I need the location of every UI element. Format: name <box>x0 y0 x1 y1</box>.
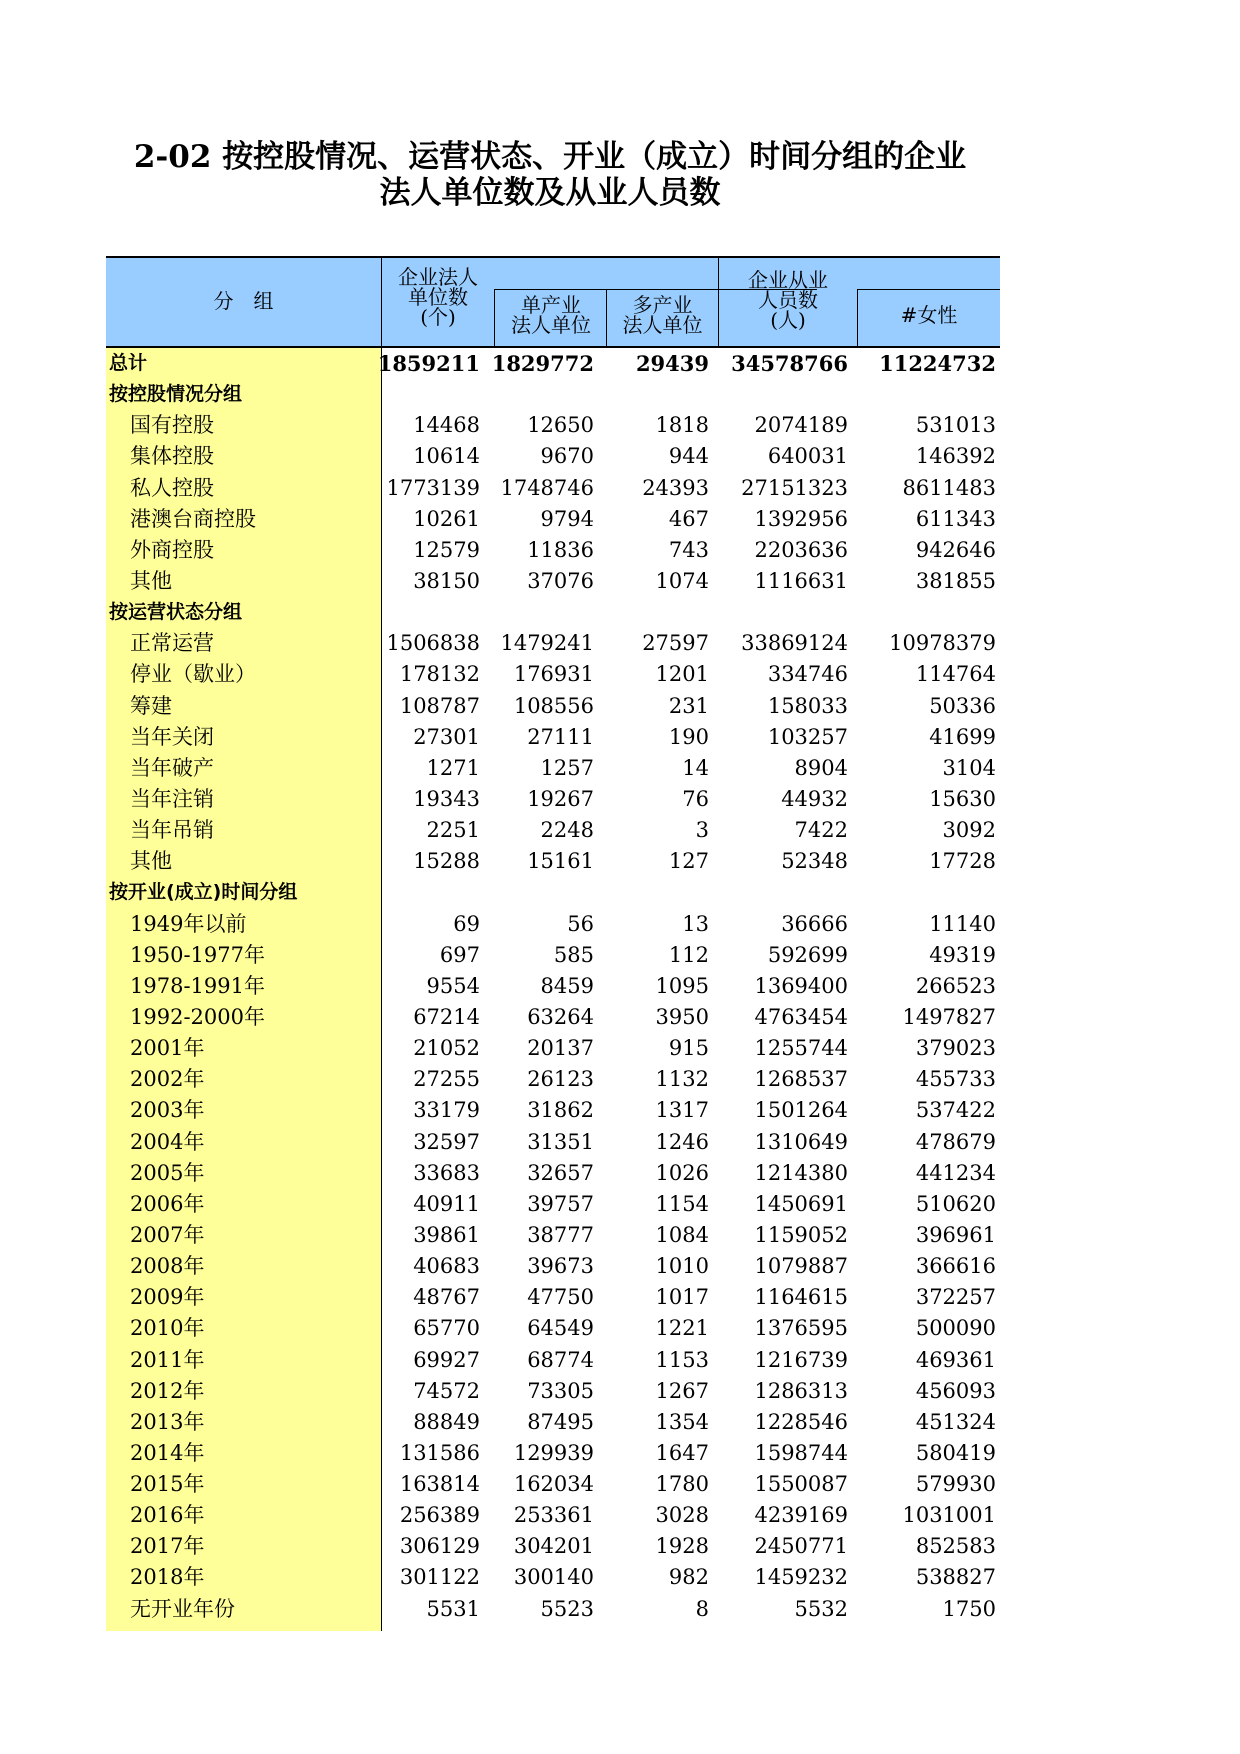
header-emp-line3: (人) <box>770 308 806 332</box>
cell-value: 256389 <box>399 1503 480 1528</box>
cell-value: 2450771 <box>754 1534 848 1559</box>
row-label: 按运营状态分组 <box>109 601 243 624</box>
table-row <box>106 1376 1000 1407</box>
cell-value: 300140 <box>513 1565 594 1590</box>
cell-value: 131586 <box>399 1440 480 1465</box>
cell-value: 1501264 <box>754 1098 848 1123</box>
row-label: 其他 <box>130 849 172 874</box>
table-row <box>106 846 1000 877</box>
cell-value: 11836 <box>527 537 594 562</box>
cell-value: 1031001 <box>902 1503 996 1528</box>
header-units-line1: 企业法人 <box>398 265 478 289</box>
row-label: 集体控股 <box>130 444 214 469</box>
cell-value: 1459232 <box>754 1565 848 1590</box>
cell-value: 73305 <box>527 1378 594 1403</box>
cell-value: 47750 <box>527 1285 594 1310</box>
row-label: 2003年 <box>130 1098 205 1123</box>
cell-value: 455733 <box>915 1067 996 1092</box>
cell-value: 1159052 <box>754 1222 848 1247</box>
cell-value: 1376595 <box>754 1316 848 1341</box>
cell-value: 68774 <box>527 1347 594 1372</box>
table-row <box>106 1562 1000 1593</box>
table-row <box>106 1407 1000 1438</box>
cell-value: 1748746 <box>500 475 594 500</box>
cell-value: 13 <box>682 911 709 936</box>
cell-value: 253361 <box>513 1503 594 1528</box>
cell-value: 11224732 <box>879 351 996 376</box>
table-row <box>106 784 1000 815</box>
cell-value: 11140 <box>929 911 996 936</box>
row-label: 港澳台商控股 <box>130 506 256 531</box>
cell-value: 1450691 <box>754 1191 848 1216</box>
cell-value: 1780 <box>655 1472 709 1497</box>
table-row <box>106 1220 1000 1251</box>
row-label: 2008年 <box>130 1254 205 1279</box>
cell-value: 1079887 <box>754 1254 848 1279</box>
cell-value: 15288 <box>413 849 480 874</box>
cell-value: 372257 <box>915 1285 996 1310</box>
header-units-line3: (个) <box>420 305 456 329</box>
row-label: 私人控股 <box>130 475 214 500</box>
row-label: 正常运营 <box>130 631 214 656</box>
row-label: 1992-2000年 <box>130 1004 265 1029</box>
cell-value: 1392956 <box>754 506 848 531</box>
cell-value: 27597 <box>642 631 709 656</box>
cell-value: 1164615 <box>754 1285 848 1310</box>
cell-value: 38150 <box>413 568 480 593</box>
cell-value: 27255 <box>413 1067 480 1092</box>
cell-value: 1818 <box>655 413 709 438</box>
header-female: #女性 <box>900 303 958 327</box>
cell-value: 32657 <box>527 1160 594 1185</box>
cell-value: 1310649 <box>754 1129 848 1154</box>
cell-value: 10978379 <box>889 631 996 656</box>
cell-value: 1214380 <box>754 1160 848 1185</box>
row-label: 其他 <box>130 568 172 593</box>
cell-value: 129939 <box>513 1440 594 1465</box>
table-row <box>106 815 1000 846</box>
cell-value: 158033 <box>767 693 848 718</box>
table-row <box>106 441 1000 472</box>
cell-value: 19343 <box>413 786 480 811</box>
row-label: 1949年以前 <box>130 911 247 936</box>
cell-value: 852583 <box>915 1534 996 1559</box>
table-row <box>106 410 1000 441</box>
cell-value: 580419 <box>915 1440 996 1465</box>
cell-value: 146392 <box>915 444 996 469</box>
cell-value: 1268537 <box>754 1067 848 1092</box>
table-row <box>106 1158 1000 1189</box>
cell-value: 64549 <box>527 1316 594 1341</box>
table-row <box>106 1064 1000 1095</box>
cell-value: 1228546 <box>754 1409 848 1434</box>
cell-value: 1354 <box>655 1409 709 1434</box>
cell-value: 5532 <box>794 1596 848 1621</box>
cell-value: 441234 <box>915 1160 996 1185</box>
cell-value: 1271 <box>426 755 480 780</box>
cell-value: 52348 <box>781 849 848 874</box>
table-row <box>106 504 1000 535</box>
row-label: 2012年 <box>130 1378 205 1403</box>
cell-value: 381855 <box>915 568 996 593</box>
table-row <box>106 909 1000 940</box>
cell-value: 56 <box>567 911 594 936</box>
cell-value: 1010 <box>655 1254 709 1279</box>
table-row <box>106 1313 1000 1344</box>
table-row <box>106 1251 1000 1282</box>
cell-value: 20137 <box>527 1036 594 1061</box>
cell-value: 178132 <box>399 662 480 687</box>
row-label: 当年吊销 <box>130 818 214 843</box>
cell-value: 231 <box>668 693 709 718</box>
cell-value: 34578766 <box>731 351 848 376</box>
cell-value: 69927 <box>413 1347 480 1372</box>
cell-value: 1255744 <box>754 1036 848 1061</box>
row-label: 2004年 <box>130 1129 205 1154</box>
row-label: 2007年 <box>130 1222 205 1247</box>
row-label: 2002年 <box>130 1067 205 1092</box>
cell-value: 15630 <box>929 786 996 811</box>
cell-value: 2203636 <box>754 537 848 562</box>
cell-value: 1116631 <box>754 568 848 593</box>
row-label: 无开业年份 <box>130 1596 235 1621</box>
cell-value: 944 <box>668 444 709 469</box>
cell-value: 33179 <box>413 1098 480 1123</box>
cell-value: 108787 <box>399 693 480 718</box>
row-label: 1950-1977年 <box>130 942 265 967</box>
row-label: 按控股情况分组 <box>109 383 243 406</box>
cell-value: 26123 <box>527 1067 594 1092</box>
row-label: 筹建 <box>130 693 172 718</box>
cell-value: 14 <box>682 755 709 780</box>
cell-value: 40911 <box>413 1191 480 1216</box>
cell-value: 9554 <box>426 973 480 998</box>
cell-value: 1317 <box>655 1098 709 1123</box>
cell-value: 10614 <box>413 444 480 469</box>
cell-value: 12579 <box>413 537 480 562</box>
cell-value: 592699 <box>767 942 848 967</box>
table-row <box>106 971 1000 1002</box>
cell-value: 579930 <box>915 1472 996 1497</box>
table-row <box>106 1594 1000 1625</box>
row-label: 2013年 <box>130 1409 205 1434</box>
cell-value: 743 <box>668 537 709 562</box>
cell-value: 32597 <box>413 1129 480 1154</box>
cell-value: 9670 <box>540 444 594 469</box>
table-row <box>106 1438 1000 1469</box>
cell-value: 39673 <box>527 1254 594 1279</box>
cell-value: 1550087 <box>754 1472 848 1497</box>
cell-value: 36666 <box>781 911 848 936</box>
cell-value: 27151323 <box>741 475 848 500</box>
table-row <box>106 1189 1000 1220</box>
row-label: 2016年 <box>130 1503 205 1528</box>
cell-value: 942646 <box>915 537 996 562</box>
cell-value: 1257 <box>540 755 594 780</box>
cell-value: 1497827 <box>902 1004 996 1029</box>
cell-value: 63264 <box>527 1004 594 1029</box>
row-label: 2005年 <box>130 1160 205 1185</box>
cell-value: 65770 <box>413 1316 480 1341</box>
row-label: 当年破产 <box>130 755 214 780</box>
page-title-line1: 2-02 按控股情况、运营状态、开业（成立）时间分组的企业 <box>133 139 967 175</box>
cell-value: 40683 <box>413 1254 480 1279</box>
header-multi-line2: 法人单位 <box>622 313 703 337</box>
cell-value: 67214 <box>413 1004 480 1029</box>
cell-value: 304201 <box>513 1534 594 1559</box>
cell-value: 396961 <box>915 1222 996 1247</box>
cell-value: 1153 <box>655 1347 709 1372</box>
row-label: 国有控股 <box>130 413 214 438</box>
cell-value: 5531 <box>426 1596 480 1621</box>
cell-value: 2248 <box>540 818 594 843</box>
cell-value: 5523 <box>540 1596 594 1621</box>
cell-value: 4239169 <box>754 1503 848 1528</box>
cell-value: 27301 <box>413 724 480 749</box>
header-emp-line1: 企业从业 <box>748 268 828 292</box>
row-label: 当年注销 <box>130 786 214 811</box>
cell-value: 176931 <box>513 662 594 687</box>
cell-value: 103257 <box>767 724 848 749</box>
cell-value: 1084 <box>655 1222 709 1247</box>
cell-value: 87495 <box>527 1409 594 1434</box>
row-label: 2009年 <box>130 1285 205 1310</box>
cell-value: 1095 <box>655 973 709 998</box>
cell-value: 8611483 <box>902 475 996 500</box>
header-single-line2: 法人单位 <box>511 313 591 337</box>
cell-value: 3104 <box>942 755 996 780</box>
cell-value: 1201 <box>655 662 709 687</box>
row-label: 2011年 <box>130 1347 205 1372</box>
cell-value: 4763454 <box>754 1004 848 1029</box>
cell-value: 74572 <box>413 1378 480 1403</box>
table-row <box>106 535 1000 566</box>
table-row <box>106 1033 1000 1064</box>
row-label: 停业（歇业） <box>130 662 256 687</box>
cell-value: 8459 <box>540 973 594 998</box>
cell-value: 1829772 <box>491 351 594 376</box>
cell-value: 982 <box>668 1565 709 1590</box>
cell-value: 334746 <box>767 662 848 687</box>
cell-value: 69 <box>453 911 480 936</box>
cell-value: 1017 <box>655 1285 709 1310</box>
header-emp-line2: 人员数 <box>758 288 818 312</box>
section-row <box>106 379 1000 410</box>
cell-value: 640031 <box>767 444 848 469</box>
cell-value: 10261 <box>413 506 480 531</box>
table-row <box>106 628 1000 659</box>
cell-value: 29439 <box>635 351 709 376</box>
table-row <box>106 566 1000 597</box>
cell-value: 2251 <box>426 818 480 843</box>
table-row <box>106 1531 1000 1562</box>
cell-value: 41699 <box>929 724 996 749</box>
cell-value: 915 <box>668 1036 709 1061</box>
row-label: 总计 <box>109 352 148 374</box>
cell-value: 7422 <box>794 818 848 843</box>
row-label: 2017年 <box>130 1534 205 1559</box>
row-label: 1978-1991年 <box>130 973 265 998</box>
cell-value: 1369400 <box>754 973 848 998</box>
total-row <box>106 348 1000 379</box>
row-label: 2001年 <box>130 1036 205 1061</box>
cell-value: 510620 <box>915 1191 996 1216</box>
cell-value: 17728 <box>929 849 996 874</box>
cell-value: 3028 <box>655 1503 709 1528</box>
header-units-line2: 单位数 <box>408 285 468 309</box>
cell-value: 366616 <box>915 1254 996 1279</box>
table-row <box>106 473 1000 504</box>
cell-value: 1859211 <box>377 351 480 376</box>
table-row <box>106 722 1000 753</box>
cell-value: 697 <box>439 942 480 967</box>
cell-value: 1221 <box>655 1316 709 1341</box>
cell-value: 31351 <box>527 1129 594 1154</box>
table-row <box>106 1095 1000 1126</box>
cell-value: 538827 <box>915 1565 996 1590</box>
row-label: 当年关闭 <box>130 724 214 749</box>
cell-value: 1267 <box>655 1378 709 1403</box>
cell-value: 21052 <box>413 1036 480 1061</box>
cell-value: 456093 <box>915 1378 996 1403</box>
cell-value: 76 <box>682 786 709 811</box>
cell-value: 3950 <box>655 1004 709 1029</box>
table-header <box>106 256 1000 348</box>
header-group: 分 组 <box>213 289 274 313</box>
cell-value: 114764 <box>915 662 996 687</box>
table-row <box>106 1127 1000 1158</box>
cell-value: 2074189 <box>754 413 848 438</box>
cell-value: 27111 <box>527 724 594 749</box>
row-label: 按开业(成立)时间分组 <box>109 881 298 904</box>
cell-value: 1132 <box>655 1067 709 1092</box>
header-single-line1: 单产业 <box>521 293 581 317</box>
cell-value: 1074 <box>655 568 709 593</box>
cell-value: 50336 <box>929 693 996 718</box>
cell-value: 38777 <box>527 1222 594 1247</box>
cell-value: 88849 <box>413 1409 480 1434</box>
cell-value: 39757 <box>527 1191 594 1216</box>
row-label: 2006年 <box>130 1191 205 1216</box>
cell-value: 266523 <box>915 973 996 998</box>
page-title-line2: 法人单位数及从业人员数 <box>379 175 721 211</box>
cell-value: 306129 <box>399 1534 480 1559</box>
cell-value: 33869124 <box>741 631 848 656</box>
cell-value: 500090 <box>915 1316 996 1341</box>
cell-value: 1506838 <box>386 631 480 656</box>
cell-value: 14468 <box>413 413 480 438</box>
cell-value: 112 <box>668 942 709 967</box>
cell-value: 469361 <box>915 1347 996 1372</box>
cell-value: 1026 <box>655 1160 709 1185</box>
cell-value: 108556 <box>513 693 594 718</box>
cell-value: 379023 <box>915 1036 996 1061</box>
cell-value: 33683 <box>413 1160 480 1185</box>
table-row <box>106 1282 1000 1313</box>
cell-value: 190 <box>668 724 709 749</box>
table-row <box>106 940 1000 971</box>
cell-value: 301122 <box>399 1565 480 1590</box>
cell-value: 44932 <box>781 786 848 811</box>
cell-value: 48767 <box>413 1285 480 1310</box>
cell-value: 451324 <box>915 1409 996 1434</box>
table-body <box>106 348 1000 1625</box>
cell-value: 49319 <box>929 942 996 967</box>
cell-value: 585 <box>553 942 594 967</box>
cell-value: 12650 <box>527 413 594 438</box>
cell-value: 8 <box>695 1596 709 1621</box>
table-row <box>106 691 1000 722</box>
cell-value: 37076 <box>527 568 594 593</box>
cell-value: 8904 <box>794 755 848 780</box>
cell-value: 24393 <box>642 475 709 500</box>
row-label: 2014年 <box>130 1440 205 1465</box>
cell-value: 611343 <box>915 506 996 531</box>
cell-value: 1598744 <box>754 1440 848 1465</box>
cell-value: 1154 <box>655 1191 709 1216</box>
cell-value: 9794 <box>540 506 594 531</box>
cell-value: 1479241 <box>500 631 594 656</box>
table-row <box>106 1469 1000 1500</box>
cell-value: 31862 <box>527 1098 594 1123</box>
table-row <box>106 753 1000 784</box>
cell-value: 1928 <box>655 1534 709 1559</box>
cell-value: 162034 <box>513 1472 594 1497</box>
cell-value: 467 <box>668 506 709 531</box>
cell-value: 1286313 <box>754 1378 848 1403</box>
cell-value: 1750 <box>942 1596 996 1621</box>
table-row <box>106 1345 1000 1376</box>
cell-value: 39861 <box>413 1222 480 1247</box>
section-row <box>106 877 1000 908</box>
header-multi-line1: 多产业 <box>632 293 693 317</box>
cell-value: 478679 <box>915 1129 996 1154</box>
table-row <box>106 1500 1000 1531</box>
row-label: 外商控股 <box>130 537 214 562</box>
row-label: 2015年 <box>130 1472 205 1497</box>
cell-value: 1246 <box>655 1129 709 1154</box>
cell-value: 1773139 <box>386 475 480 500</box>
table-row <box>106 1002 1000 1033</box>
cell-value: 19267 <box>527 786 594 811</box>
cell-value: 3092 <box>942 818 996 843</box>
statistics-table <box>106 256 1000 1625</box>
row-label: 2010年 <box>130 1316 205 1341</box>
section-row <box>106 597 1000 628</box>
cell-value: 127 <box>668 849 709 874</box>
cell-value: 163814 <box>399 1472 480 1497</box>
cell-value: 537422 <box>915 1098 996 1123</box>
row-label: 2018年 <box>130 1565 205 1590</box>
cell-value: 15161 <box>527 849 594 874</box>
cell-value: 531013 <box>915 413 996 438</box>
table-row <box>106 659 1000 690</box>
cell-value: 1216739 <box>754 1347 848 1372</box>
cell-value: 1647 <box>655 1440 709 1465</box>
cell-value: 3 <box>695 818 709 843</box>
